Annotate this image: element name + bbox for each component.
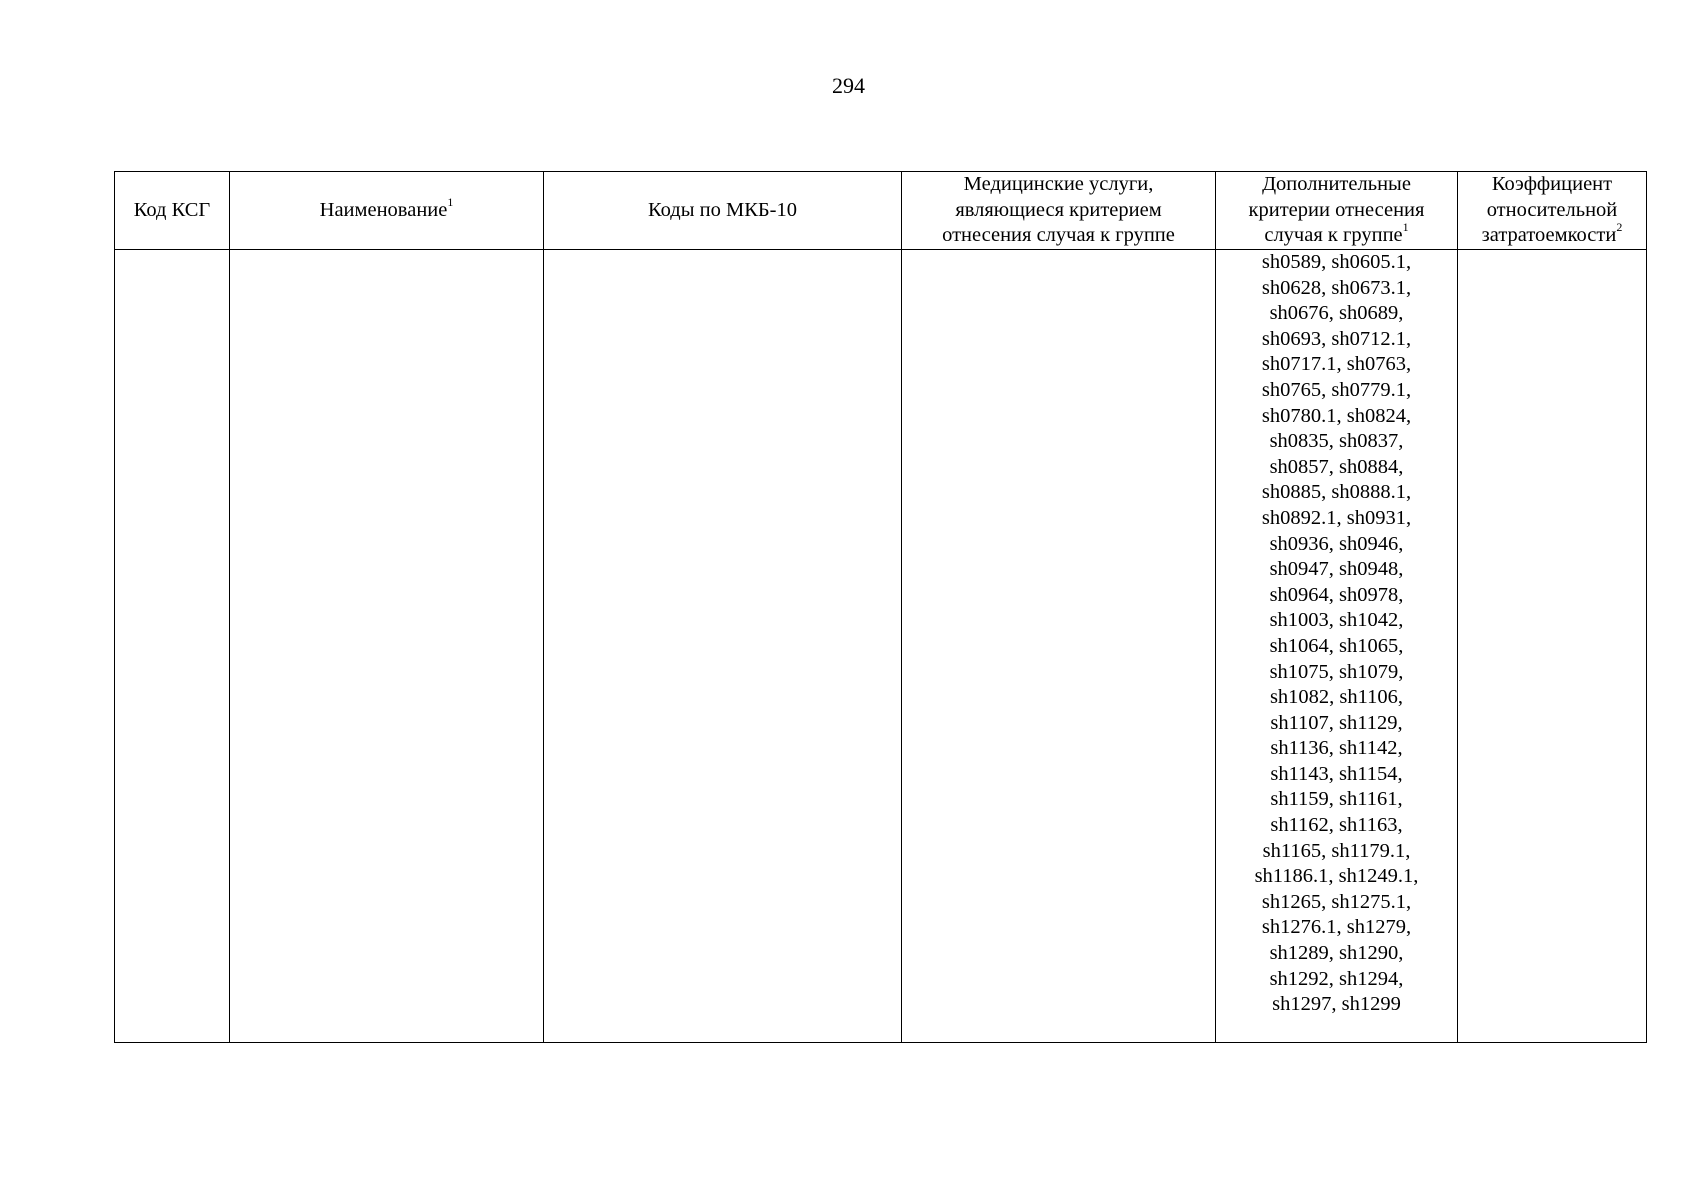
cell-medical-services <box>902 250 1216 1043</box>
criteria-code-line: sh1292, sh1294, <box>1269 967 1404 990</box>
page-number: 294 <box>832 73 865 98</box>
header-icd10-codes: Коды по МКБ-10 <box>544 172 902 250</box>
criteria-code-line: sh0892.1, sh0931, <box>1261 506 1412 529</box>
cell-cost-coefficient <box>1458 250 1647 1043</box>
criteria-code-line: sh1265, sh1275.1, <box>1261 890 1412 913</box>
criteria-code-line: sh1082, sh1106, <box>1269 686 1404 709</box>
header-name: Наименование$^1$ <box>230 172 544 250</box>
header-cost-coefficient: Коэффициент относительной затратоемкости$^2$ <box>1458 172 1647 250</box>
header-medical-services: Медицинские услуги, являющиеся критерием отнесения случая к группе <box>902 172 1216 250</box>
footnote-marker: 1 <box>1402 220 1409 235</box>
criteria-code-line: sh1143, sh1154, <box>1270 762 1403 785</box>
criteria-code-line: sh0936, sh0946, <box>1269 532 1404 555</box>
cell-name <box>230 250 544 1043</box>
criteria-code-line: sh1075, sh1079, <box>1269 660 1404 683</box>
criteria-code-line: sh0676, sh0689, <box>1269 302 1404 325</box>
cell-additional-criteria <box>1216 250 1458 1043</box>
criteria-code-line: sh0964, sh0978, <box>1269 583 1404 606</box>
criteria-code-line: sh0589, sh0605.1, <box>1261 251 1412 273</box>
footnote-marker: 2 <box>1616 220 1623 235</box>
criteria-code-line: sh1064, sh1065, <box>1269 634 1404 657</box>
criteria-code-line: sh1297, sh1299 <box>1272 993 1401 1016</box>
criteria-code-line: sh0693, sh0712.1, <box>1261 327 1412 350</box>
table-header-row <box>115 172 1647 250</box>
header-ksg-code: Код КСГ <box>115 172 230 250</box>
criteria-code-line: sh0885, sh0888.1, <box>1261 481 1412 504</box>
cell-ksg-code <box>115 250 230 1043</box>
criteria-code-line: sh1165, sh1179.1, <box>1262 839 1411 862</box>
criteria-code-line: sh0835, sh0837, <box>1269 430 1404 453</box>
criteria-code-line: sh0628, sh0673.1, <box>1261 276 1412 299</box>
criteria-code-line: sh0947, sh0948, <box>1269 558 1404 581</box>
criteria-code-line: sh1289, sh1290, <box>1269 942 1404 965</box>
footnote-marker: 1 <box>447 194 454 209</box>
table-row <box>115 250 1647 1043</box>
criteria-code-line: sh1276.1, sh1279, <box>1261 916 1412 939</box>
criteria-code-line: sh0717.1, sh0763, <box>1261 353 1412 376</box>
criteria-code-line: sh1107, sh1129, <box>1270 711 1403 734</box>
criteria-code-line: sh1186.1, sh1249.1, <box>1254 865 1419 888</box>
criteria-code-line: sh1162, sh1163, <box>1270 814 1403 837</box>
criteria-code-line: sh0780.1, sh0824, <box>1261 404 1412 427</box>
criteria-code-line: sh0765, sh0779.1, <box>1261 378 1412 401</box>
ksg-table <box>114 171 1647 1043</box>
criteria-code-line: sh1003, sh1042, <box>1269 609 1404 632</box>
header-additional-criteria: Дополнительные критерии отнесения случая к группе$^1$ <box>1216 172 1458 250</box>
cell-icd10-codes <box>544 250 902 1043</box>
criteria-code-line: sh1136, sh1142, <box>1270 737 1403 760</box>
criteria-code-line: sh0857, sh0884, <box>1269 455 1404 478</box>
criteria-code-line: sh1159, sh1161, <box>1270 788 1403 811</box>
